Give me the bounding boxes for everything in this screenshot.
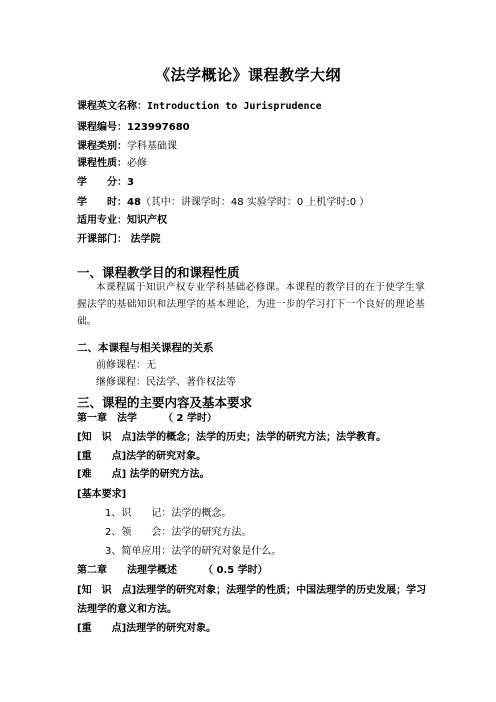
meta-label: 学 时：	[77, 197, 127, 208]
meta-label: 课程英文名称：	[77, 101, 147, 112]
chapter-2-title	[77, 564, 268, 577]
meta-label: 开课部门：	[77, 234, 127, 245]
meta-english-name	[77, 100, 322, 113]
chapter-1-difficult-points: [难 点] 法学的研究方法。	[77, 469, 210, 480]
meta-extra: （其中：讲课学时：48 实验学时：0 上机学时:0 ）	[140, 197, 370, 208]
meta-label: 课程性质：	[77, 158, 127, 169]
section-heading-1: 一、课程教学目的和课程性质	[77, 265, 240, 280]
prerequisite-courses: 前修课程：无	[96, 360, 156, 371]
chapter-1-requirements-label: [基本要求]	[77, 489, 127, 500]
meta-value: 知识产权	[127, 215, 167, 226]
chapter-1-title	[77, 412, 217, 425]
meta-value: 123997680	[127, 122, 190, 133]
section-heading-2: 二、本课程与相关课程的关系	[77, 342, 214, 354]
chapter-2-knowledge-points-line-2: 法理学的意义和方法。	[77, 604, 177, 615]
chapter-hours: （ 0.5 学时）	[203, 565, 268, 576]
chapter-2-knowledge-points-line-1: [知 识 点]法理学的研究对象；法理学的性质；中国法理学的历史发展；学习	[77, 585, 427, 596]
document-title: 《法学概论》课程教学大纲	[154, 66, 341, 84]
chapter-1-requirement-2: 2、领 会：法学的研究方法。	[105, 527, 252, 538]
followup-courses: 继修课程：民法学、著作权法等	[96, 377, 236, 388]
meta-credits	[77, 176, 134, 189]
meta-value: 法学院	[127, 234, 161, 245]
chapter-hours: （ 2 学时）	[163, 413, 217, 424]
section-heading-3: 三、课程的主要内容及基本要求	[77, 395, 253, 410]
section-1-body: 本课程属于知识产权专业学科基础必修课。本课程的教学目的在于使学生掌握法学的基础知识和法理学的基本理论，为进一步的学习打下一个良好的理论基础。	[77, 282, 425, 327]
meta-value: 学科基础课	[127, 141, 177, 152]
meta-value: 必修	[127, 158, 147, 169]
chapter-1-requirement-1: 1、识 记：法学的概念。	[105, 508, 232, 519]
meta-label: 课程编号：	[77, 122, 127, 133]
meta-course-category	[77, 140, 177, 153]
meta-hours	[77, 196, 369, 209]
meta-label: 课程类别：	[77, 141, 127, 152]
chapter-title-text: 第一章 法学	[77, 413, 137, 424]
meta-department	[77, 233, 160, 246]
chapter-1-knowledge-points: [知 识 点]法学的概念；法学的历史；法学的研究方法；法学教育。	[77, 432, 387, 443]
chapter-2-key-points: [重 点]法理学的研究对象。	[77, 623, 217, 634]
meta-value: 48	[127, 197, 141, 208]
meta-label: 适用专业：	[77, 215, 127, 226]
meta-value: Introduction to Jurisprudence	[147, 101, 322, 112]
chapter-title-text: 第二章 法理学概述	[77, 565, 177, 576]
meta-value: 3	[127, 177, 134, 188]
meta-major	[77, 214, 167, 227]
meta-course-code	[77, 121, 190, 134]
meta-label: 学 分：	[77, 177, 127, 188]
chapter-1-requirement-3: 3、简单应用：法学的研究对象是什么。	[105, 546, 282, 557]
meta-course-nature	[77, 157, 147, 170]
chapter-1-key-points: [重 点]法学的研究对象。	[77, 451, 207, 462]
